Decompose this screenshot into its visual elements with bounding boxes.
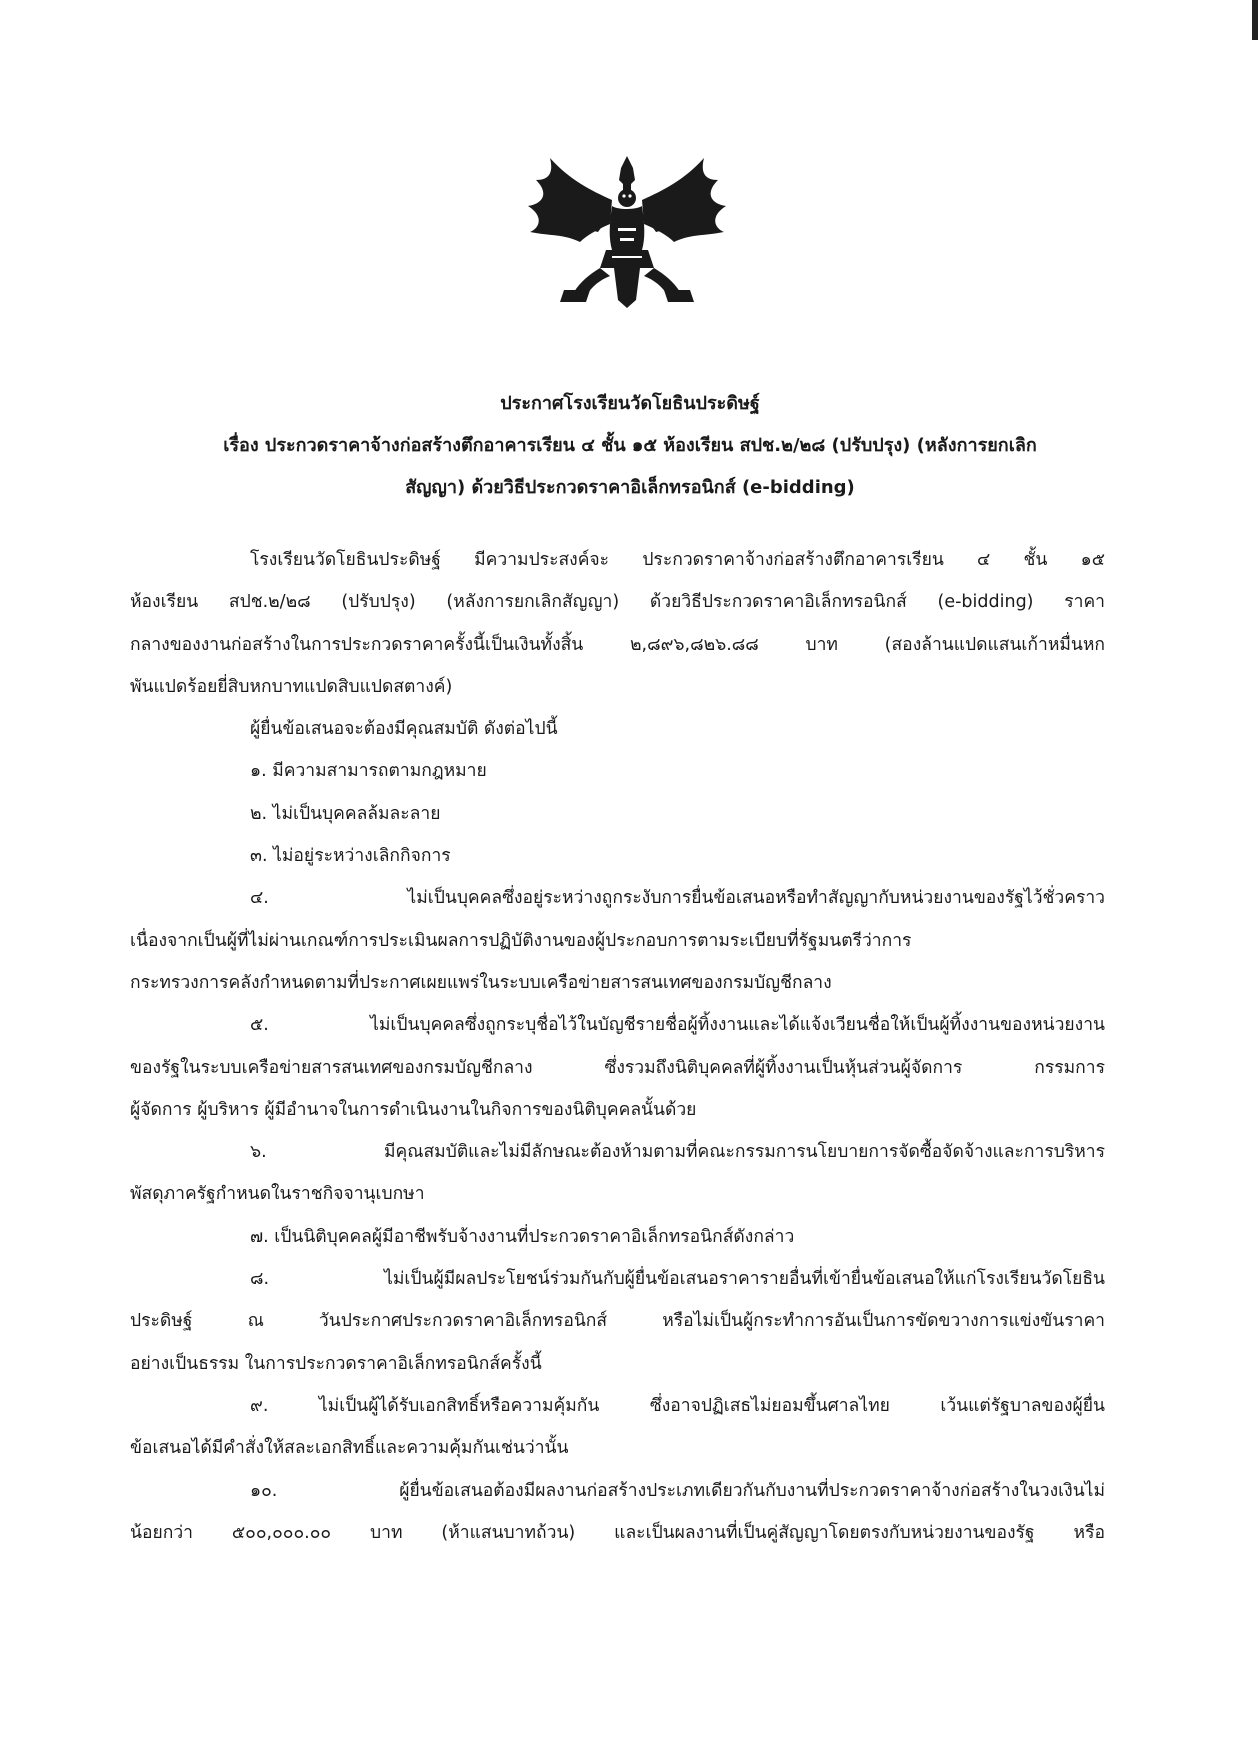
intro-line-3: กลางของงานก่อสร้างในการประกวดราคาครั้งนี้เป็นเงินทั้งสิ้น ๒,๘๙๖,๘๒๖.๘๘ บาท (สองล้านแปดแสนเก้าหมื่นหก: [130, 634, 1105, 655]
qualification-item-8-line-1: ๘. ไม่เป็นผู้มีผลประโยชน์ร่วมกันกับผู้ยื่นข้อเสนอราคารายอื่นที่เข้ายื่นข้อเสนอให้แก่โรงเรียนวัดโยธิน: [250, 1269, 1105, 1290]
qualification-item-7: ๗. เป็นนิติบุคคลผู้มีอาชีพรับจ้างงานที่ประกวดราคาอิเล็กทรอนิกส์ดังกล่าว: [250, 1226, 795, 1247]
announcement-title: ประกาศโรงเรียนวัดโยธินประดิษฐ์: [500, 393, 760, 414]
qualification-item-5-line-1: ๕. ไม่เป็นบุคคลซึ่งถูกระบุชื่อไว้ในบัญชีรายชื่อผู้ทิ้งงานและได้แจ้งเวียนชื่อให้เป็นผู้ทิ้งงานของหน่วยงาน: [250, 1015, 1105, 1036]
announcement-subject-line-2: สัญญา) ด้วยวิธีประกวดราคาอิเล็กทรอนิกส์ (e-bidding): [405, 477, 855, 498]
qualification-item-10-line-1: ๑๐. ผู้ยื่นข้อเสนอต้องมีผลงานก่อสร้างประเภทเดียวกันกับงานที่ประกวดราคาจ้างก่อสร้างในวงเงินไม่: [250, 1480, 1105, 1501]
qualification-item-5-line-3: ผู้จัดการ ผู้บริหาร ผู้มีอำนาจในการดำเนินงานในกิจการของนิติบุคคลนั้นด้วย: [130, 1099, 697, 1120]
qualification-item-8-line-2: ประดิษฐ์ ณ วันประกาศประกวดราคาอิเล็กทรอนิกส์ หรือไม่เป็นผู้กระทำการอันเป็นการขัดขวางการแข่งขันราคา: [130, 1311, 1105, 1332]
qualification-item-1: ๑. มีความสามารถตามกฎหมาย: [250, 761, 487, 782]
intro-line-4: พันแปดร้อยยี่สิบหกบาทแปดสิบแปดสตางค์): [130, 676, 453, 697]
announcement-body: [130, 539, 1105, 1554]
qualification-item-10-line-2: น้อยกว่า ๕๐๐,๐๐๐.๐๐ บาท (ห้าแสนบาทถ้วน) และเป็นผลงานที่เป็นคู่สัญญาโดยตรงกับหน่วยงานของรัฐ หรือ: [130, 1522, 1105, 1543]
qualification-item-6-line-2: พัสดุภาครัฐกำหนดในราชกิจจานุเบกษา: [130, 1184, 425, 1205]
qualification-item-5-line-2: ของรัฐในระบบเครือข่ายสารสนเทศของกรมบัญชีกลาง ซึ่งรวมถึงนิติบุคคลที่ผู้ทิ้งงานเป็นหุ้นส่วนผู้จัดการ กรรมการ: [130, 1057, 1105, 1078]
scan-edge-mark: [1252, 0, 1258, 40]
qualification-item-6-line-1: ๖. มีคุณสมบัติและไม่มีลักษณะต้องห้ามตามที่คณะกรรมการนโยบายการจัดซื้อจัดจ้างและการบริหาร: [250, 1142, 1105, 1163]
qualifications-heading: ผู้ยื่นข้อเสนอจะต้องมีคุณสมบัติ ดังต่อไปนี้: [250, 719, 558, 740]
qualification-item-9-line-1: ๙. ไม่เป็นผู้ได้รับเอกสิทธิ์หรือความคุ้มกัน ซึ่งอาจปฏิเสธไม่ยอมขึ้นศาลไทย เว้นแต่รัฐบาลของผู้ยื่น: [250, 1395, 1105, 1416]
announcement-subject-line-1: เรื่อง ประกวดราคาจ้างก่อสร้างตึกอาคารเรียน ๔ ชั้น ๑๕ ห้องเรียน สปช.๒/๒๘ (ปรับปรุง) (หลังการยกเลิก: [223, 435, 1037, 456]
garuda-emblem-icon: [520, 150, 735, 310]
intro-line-1: โรงเรียนวัดโยธินประดิษฐ์ มีความประสงค์จะ ประกวดราคาจ้างก่อสร้างตึกอาคารเรียน ๔ ชั้น ๑๕: [250, 550, 1105, 570]
qualification-item-4-line-1: ๔. ไม่เป็นบุคคลซึ่งอยู่ระหว่างถูกระงับการยื่นข้อเสนอหรือทำสัญญากับหน่วยงานของรัฐไว้ชั่วคราว: [250, 888, 1105, 909]
qualification-item-9-line-2: ข้อเสนอได้มีคำสั่งให้สละเอกสิทธิ์และความคุ้มกันเช่นว่านั้น: [130, 1438, 569, 1459]
qualification-item-3: ๓. ไม่อยู่ระหว่างเลิกกิจการ: [250, 846, 451, 867]
qualification-item-4-line-3: กระทรวงการคลังกำหนดตามที่ประกาศเผยแพร่ในระบบเครือข่ายสารสนเทศของกรมบัญชีกลาง: [130, 972, 832, 993]
qualification-item-2: ๒. ไม่เป็นบุคคลล้มละลาย: [250, 803, 441, 824]
announcement-header: [120, 383, 1140, 509]
intro-line-2: ห้องเรียน สปช.๒/๒๘ (ปรับปรุง) (หลังการยกเลิกสัญญา) ด้วยวิธีประกวดราคาอิเล็กทรอนิกส์ (e-bidding) ราคา: [130, 592, 1105, 613]
qualification-item-4-line-2: เนื่องจากเป็นผู้ที่ไม่ผ่านเกณฑ์การประเมินผลการปฏิบัติงานของผู้ประกอบการตามระเบียบที่รัฐมนตรีว่าการ: [130, 930, 912, 951]
qualification-item-8-line-3: อย่างเป็นธรรม ในการประกวดราคาอิเล็กทรอนิกส์ครั้งนี้: [130, 1353, 542, 1374]
